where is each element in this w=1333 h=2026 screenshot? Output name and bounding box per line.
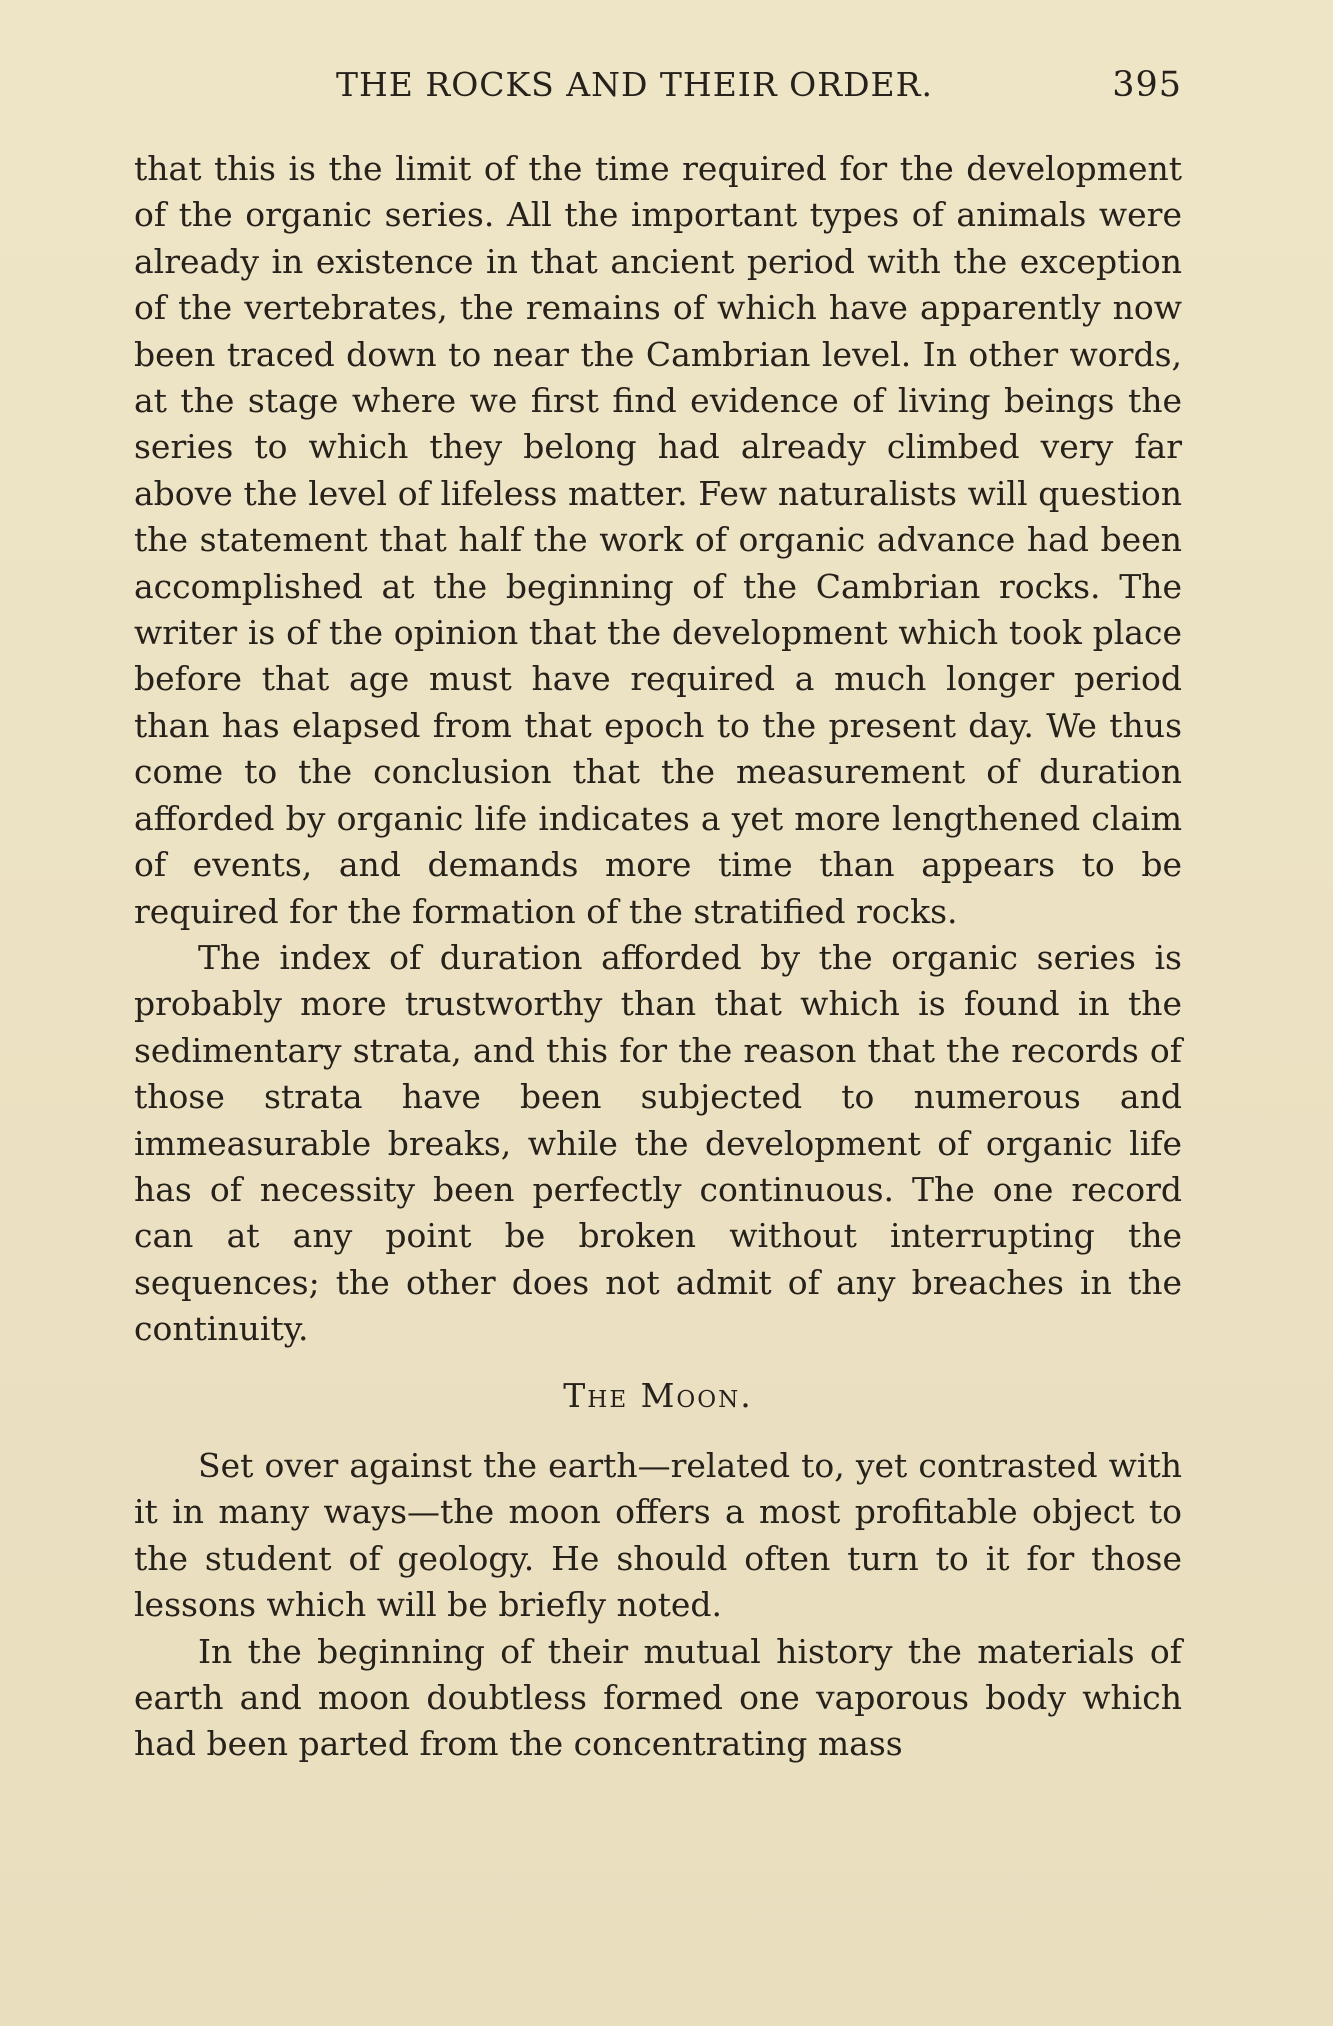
- paragraph-continued: that this is the limit of the time required for the development of the organic series. All the important types of animals were already in existence in that ancient period with the exception of the vertebrates, the remains of which have apparently now been traced down to near the Cambrian level. In other words, at the stage where we first find evidence of living beings the series to which they belong had already climbed very far above the level of lifeless matter. Few naturalists will question the statement that half the work of organic advance had been accomplished at the beginning of the Cambrian rocks. The writer is of the opinion that the development which took place before that age must have required a much longer period than has elapsed from that epoch to the present day. We thus come to the conclusion that the measurement of duration afforded by organic life indicates a yet more lengthened claim of events, and demands more time than appears to be required for the formation of the stratified rocks.: [134, 149, 1182, 931]
- running-title: THE ROCKS AND THEIR ORDER.: [336, 65, 933, 104]
- paragraph-moon-intro: Set over against the earth—related to, yet contrasted with it in many ways—the moon offers a most profitable object to the student of geology. He should often turn to it for those lessons which will be briefly noted.: [134, 1445, 1182, 1625]
- paragraph-mutual-history: In the beginning of their mutual history the materials of earth and moon doubtless formed one vaporous body which had been parted from the concentrating mass: [134, 1631, 1182, 1764]
- paragraph-organic-series: The index of duration afforded by the organic series is probably more trustworthy than that which is found in the sedimentary strata, and this for the reason that the records of those strata have been subjected to numerous and immeasurable breaks, while the development of organic life has of necessity been perfectly continuous. The one record can at any point be broken without interrupting the sequences; the other does not admit of any breaches in the continuity.: [134, 937, 1182, 1349]
- page-number: 395: [1112, 65, 1182, 105]
- body-text: [134, 146, 1182, 1768]
- section-heading-moon: The Moon.: [563, 1375, 753, 1415]
- running-head: [336, 60, 1182, 110]
